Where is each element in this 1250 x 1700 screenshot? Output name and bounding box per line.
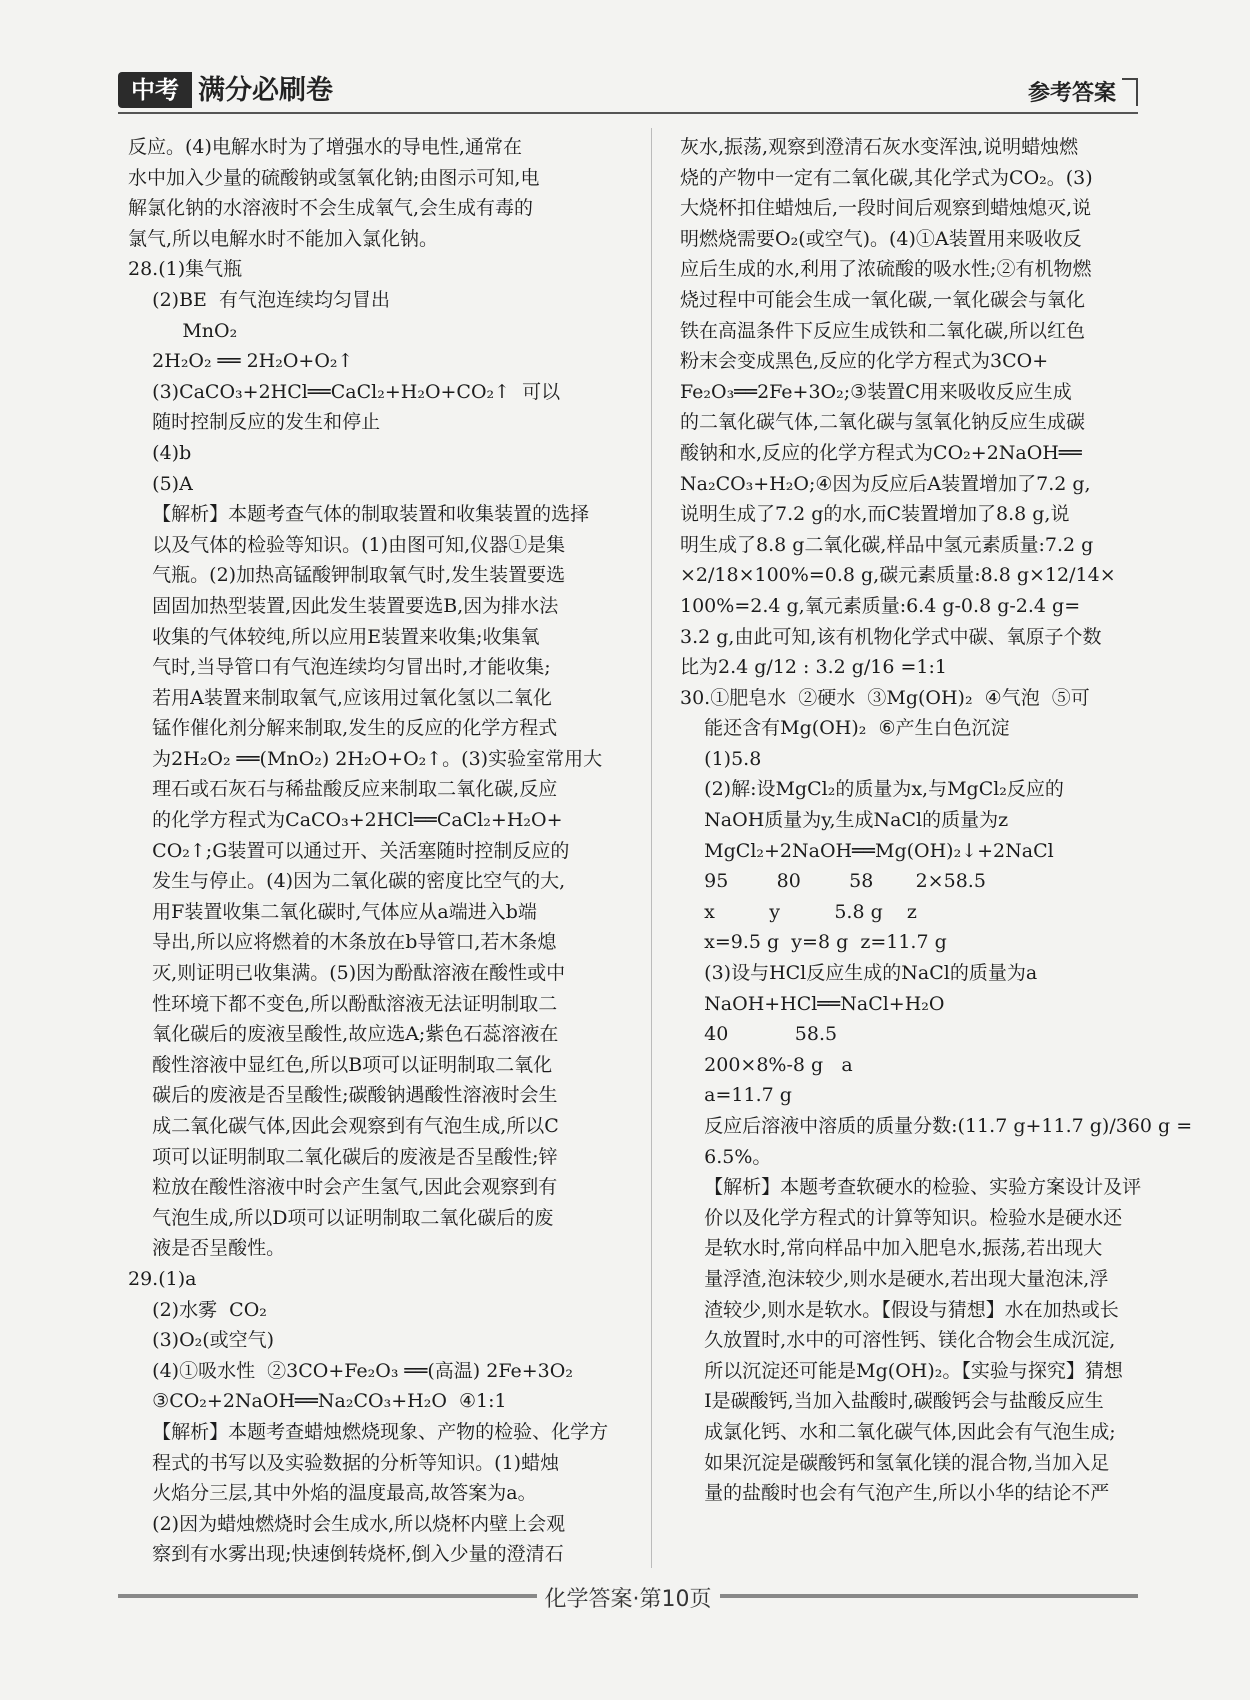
text-line: 应后生成的水,利用了浓硫酸的吸水性;②有机物燃 (680, 258, 1092, 281)
section-label: 参考答案 (1027, 81, 1116, 106)
text-line: 灭,则证明已收集满。(5)因为酚酞溶液在酸性或中 (128, 962, 566, 985)
text-line: 气瓶。(2)加热高锰酸钾制取氧气时,发生装置要选 (128, 564, 566, 587)
text-line: (2)水雾 CO₂ (128, 1298, 267, 1321)
text-line: 酸钠和水,反应的化学方程式为CO₂+2NaOH══ (680, 441, 1082, 464)
text-line: (5)A (128, 472, 193, 495)
text-line: 气时,当导管口有气泡连续均匀冒出时,才能收集; (128, 656, 551, 679)
text-line: 200×8%-8 g a (680, 1053, 853, 1076)
text-line: 火焰分三层,其中外焰的温度最高,故答案为a。 (128, 1482, 537, 1505)
text-line: x=9.5 g y=8 g z=11.7 g (680, 931, 947, 954)
text-line: 【解析】本题考查蜡烛燃烧现象、产物的检验、化学方 (128, 1420, 609, 1443)
text-line: 烧过程中可能会生成一氧化碳,一氧化碳会与氧化 (680, 288, 1086, 311)
text-line: (2)BE 有气泡连续均匀冒出 (128, 288, 390, 311)
text-line: (3)O₂(或空气) (128, 1329, 275, 1352)
text-line: 固固加热型装置,因此发生装置要选B,因为排水法 (128, 594, 559, 617)
text-line: (4)b (128, 441, 192, 464)
text-line: 量浮渣,泡沫较少,则水是硬水,若出现大量泡沫,浮 (680, 1267, 1109, 1290)
text-line: 若用A装置来制取氧气,应该用过氧化氢以二氧化 (128, 686, 552, 709)
corner-mark (1122, 78, 1138, 106)
logo: 中考 (118, 72, 192, 108)
text-line: (3)设与HCl反应生成的NaCl的质量为a (680, 962, 1038, 985)
text-line: 液是否呈酸性。 (128, 1237, 286, 1260)
text-line: 100%=2.4 g,氧元素质量:6.4 g-0.8 g-2.4 g= (680, 594, 1081, 617)
text-line: Fe₂O₃══2Fe+3O₂;③装置C用来吸收反应生成 (680, 380, 1072, 403)
text-line: (2)因为蜡烛燃烧时会生成水,所以烧杯内壁上会观 (128, 1512, 566, 1535)
text-line: 铁在高温条件下反应生成铁和二氧化碳,所以红色 (680, 319, 1086, 342)
text-line: 粉末会变成黑色,反应的化学方程式为3CO+ (680, 350, 1049, 373)
text-line: MgCl₂+2NaOH══Mg(OH)₂↓+2NaCl (680, 839, 1054, 862)
text-line: ③CO₂+2NaOH══Na₂CO₃+H₂O ④1:1 (128, 1390, 507, 1413)
text-line: Ⅰ是碳酸钙,当加入盐酸时,碳酸钙会与盐酸反应生 (680, 1390, 1104, 1413)
text-line: 久放置时,水中的可溶性钙、镁化合物会生成沉淀, (680, 1329, 1116, 1352)
text-line: MnO₂ (128, 319, 238, 342)
text-line: 解氯化钠的水溶液时不会生成氧气,会生成有毒的 (128, 197, 534, 220)
text-line: 2H₂O₂ ══ 2H₂O+O₂↑ (128, 350, 354, 373)
text-line: 性环境下都不变色,所以酚酞溶液无法证明制取二 (128, 992, 558, 1015)
text-line: 以及气体的检验等知识。(1)由图可知,仪器①是集 (128, 533, 566, 556)
text-line: 锰作催化剂分解来制取,发生的反应的化学方程式 (128, 717, 558, 740)
text-line: NaOH+HCl══NaCl+H₂O (680, 992, 945, 1015)
text-line: 发生与停止。(4)因为二氧化碳的密度比空气的大, (128, 870, 566, 893)
text-line: 导出,所以应将燃着的木条放在b导管口,若木条熄 (128, 931, 557, 954)
page-number: 化学答案·第10页 (537, 1587, 720, 1612)
column-divider (651, 128, 652, 1568)
text-line: 大烧杯扣住蜡烛后,一段时间后观察到蜡烛熄灭,说 (680, 197, 1092, 220)
left-column (128, 132, 618, 1570)
text-line: 【解析】本题考查气体的制取装置和收集装置的选择 (128, 503, 590, 526)
text-line: 察到有水雾出现;快速倒转烧杯,倒入少量的澄清石 (128, 1543, 564, 1566)
text-line: NaOH质量为y,生成NaCl的质量为z (680, 809, 1009, 832)
right-column (680, 132, 1193, 1509)
text-line: 渣较少,则水是软水。【假设与猜想】水在加热或长 (680, 1298, 1119, 1321)
text-line: (3)CaCO₃+2HCl══CaCl₂+H₂O+CO₂↑ 可以 (128, 380, 561, 403)
text-line: 95 80 58 2×58.5 (680, 870, 986, 893)
text-line: 酸性溶液中显红色,所以B项可以证明制取二氧化 (128, 1053, 553, 1076)
text-line: (1)5.8 (680, 747, 762, 770)
text-line: 碳后的废液是否呈酸性;碳酸钠遇酸性溶液时会生 (128, 1084, 558, 1107)
text-line: 40 58.5 (680, 1023, 838, 1046)
text-line: 如果沉淀是碳酸钙和氢氧化镁的混合物,当加入足 (680, 1451, 1110, 1474)
text-line: 气泡生成,所以D项可以证明制取二氧化碳后的废 (128, 1206, 554, 1229)
page-header (118, 72, 1138, 110)
text-line: (2)解:设MgCl₂的质量为x,与MgCl₂反应的 (680, 778, 1064, 801)
text-line: 用F装置收集二氧化碳时,气体应从a端进入b端 (128, 900, 537, 923)
text-line: 反应后溶液中溶质的质量分数:(11.7 g+11.7 g)/360 g = (680, 1115, 1193, 1137)
text-line: 灰水,振荡,观察到澄清石灰水变浑浊,说明蜡烛燃 (680, 136, 1079, 158)
text-line: (4)①吸水性 ②3CO+Fe₂O₃ ══(高温) 2Fe+3O₂ (128, 1359, 573, 1382)
text-line: 3.2 g,由此可知,该有机物化学式中碳、氧原子个数 (680, 625, 1102, 648)
text-line: Na₂CO₃+H₂O;④因为反应后A装置增加了7.2 g, (680, 472, 1091, 495)
text-line: 29.(1)a (128, 1267, 197, 1290)
text-line: 量的盐酸时也会有气泡产生,所以小华的结论不严 (680, 1482, 1110, 1505)
text-line: 项可以证明制取二氧化碳后的废液是否呈酸性;锌 (128, 1145, 558, 1168)
text-line: 氯气,所以电解水时不能加入氯化钠。 (128, 227, 439, 250)
header-rule (118, 112, 1138, 114)
text-line: 程式的书写以及实验数据的分析等知识。(1)蜡烛 (128, 1451, 560, 1474)
text-line: 为2H₂O₂ ══(MnO₂) 2H₂O+O₂↑。(3)实验室常用大 (128, 747, 603, 770)
text-line: 是软水时,常向样品中加入肥皂水,振荡,若出现大 (680, 1237, 1103, 1260)
text-line: 的二氧化碳气体,二氧化碳与氢氧化钠反应生成碳 (680, 411, 1086, 434)
text-line: 所以沉淀还可能是Mg(OH)₂。【实验与探究】猜想 (680, 1359, 1123, 1382)
text-line: 30.①肥皂水 ②硬水 ③Mg(OH)₂ ④气泡 ⑤可 (680, 686, 1090, 709)
text-line: 价以及化学方程式的计算等知识。检验水是硬水还 (680, 1206, 1123, 1229)
text-line: 的化学方程式为CaCO₃+2HCl══CaCl₂+H₂O+ (128, 809, 563, 832)
text-line: 烧的产物中一定有二氧化碳,其化学式为CO₂。(3) (680, 166, 1093, 189)
text-line: 明生成了8.8 g二氧化碳,样品中氢元素质量:7.2 g (680, 533, 1094, 556)
text-line: ×2/18×100%=0.8 g,碳元素质量:8.8 g×12/14× (680, 564, 1116, 587)
text-line: a=11.7 g (680, 1084, 792, 1107)
text-line: 28.(1)集气瓶 (128, 258, 243, 281)
text-line: 明燃烧需要O₂(或空气)。(4)①A装置用来吸收反 (680, 227, 1082, 250)
text-line: 【解析】本题考查软硬水的检验、实验方案设计及评 (680, 1176, 1142, 1199)
text-line: x y 5.8 g z (680, 900, 917, 923)
text-line: 随时控制反应的发生和停止 (128, 411, 381, 434)
text-line: 收集的气体较纯,所以应用E装置来收集;收集氧 (128, 625, 540, 648)
text-line: 能还含有Mg(OH)₂ ⑥产生白色沉淀 (680, 717, 1010, 740)
page-footer (118, 1580, 1138, 1610)
text-line: 说明生成了7.2 g的水,而C装置增加了8.8 g,说 (680, 503, 1070, 526)
text-line: 6.5%。 (680, 1145, 772, 1168)
text-line: 粒放在酸性溶液中时会产生氢气,因此会观察到有 (128, 1176, 558, 1199)
text-line: 理石或石灰石与稀盐酸反应来制取二氧化碳,反应 (128, 778, 558, 801)
book-title: 满分必刷卷 (198, 75, 333, 106)
text-line: 比为2.4 g/12 : 3.2 g/16 =1:1 (680, 656, 948, 679)
text-line: 水中加入少量的硫酸钠或氢氧化钠;由图示可知,电 (128, 166, 540, 189)
text-line: 反应。(4)电解水时为了增强水的导电性,通常在 (128, 136, 522, 158)
text-line: 成氯化钙、水和二氧化碳气体,因此会有气泡生成; (680, 1420, 1116, 1443)
text-line: 成二氧化碳气体,因此会观察到有气泡生成,所以C (128, 1115, 559, 1137)
text-line: 氧化碳后的废液呈酸性,故应选A;紫色石蕊溶液在 (128, 1023, 559, 1046)
text-line: CO₂↑;G装置可以通过开、关活塞随时控制反应的 (128, 839, 570, 862)
